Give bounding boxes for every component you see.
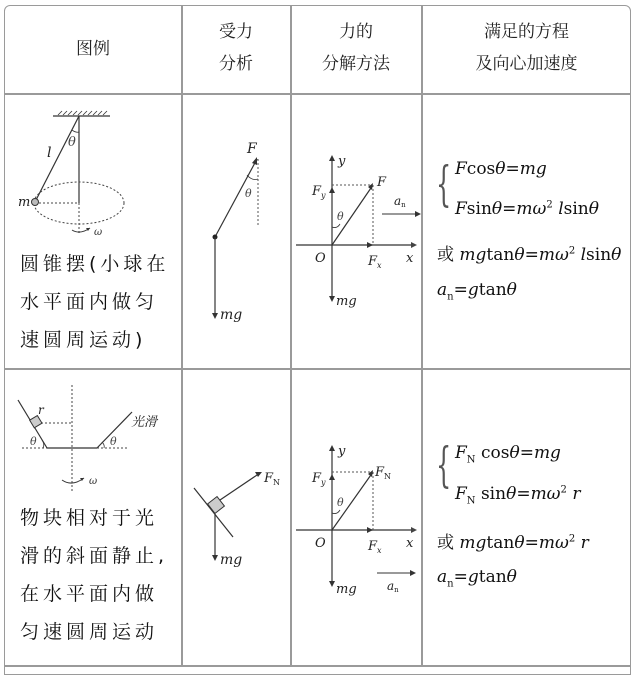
svg-text:Fy [311, 184, 326, 200]
header-force-analysis [182, 16, 290, 80]
row2-eq4: $a_n=gtan\theta$ [437, 567, 517, 590]
row1-eq3: 或 $mgtan\theta=m\omega^2$ lsinθ [437, 245, 622, 265]
description-line: 匀速圆周运动 [20, 621, 159, 643]
description-line: 在水平面内做 [20, 583, 159, 605]
row2-description [20, 499, 168, 651]
x-axis-label: x [406, 251, 414, 266]
header-line: 受力 [219, 22, 253, 42]
row1-eq2: $Fsin\theta=m\omega^2$ lsinθ [455, 199, 599, 219]
weight-label: mg [220, 307, 243, 323]
column-divider [421, 5, 423, 667]
radius-label: r [38, 403, 44, 417]
force-subscript: N [384, 472, 392, 481]
row1-description [20, 245, 169, 359]
conical-pendulum-diagram [0, 95, 180, 245]
svg-text:FN [263, 471, 280, 487]
y-axis-label: y [338, 154, 346, 169]
header-line: 满足的方程 [484, 22, 569, 42]
svg-text:an [394, 194, 406, 209]
length-label: l [47, 145, 52, 161]
row1-eq1: Fcosθ=mg [455, 159, 547, 179]
smooth-label: 光滑 [131, 415, 158, 430]
header-line: 及向心加速度 [475, 54, 578, 74]
header-diagram: 图例 [76, 39, 110, 59]
row2-decomposition-diagram [291, 420, 421, 620]
angle-label: θ [337, 210, 344, 223]
force-label: F [375, 465, 385, 480]
fx-label: F [368, 539, 378, 554]
fy-subscript: y [321, 191, 326, 200]
brace-icon: { [436, 156, 452, 212]
angle-label: θ [245, 187, 252, 200]
an-subscript: n [401, 201, 406, 209]
x-axis-label: x [406, 536, 414, 551]
normal-subscript: N [273, 478, 281, 487]
header-line: 分解方法 [322, 54, 390, 74]
fy-label: F [312, 184, 322, 199]
an-label: a [387, 579, 395, 593]
an-label: a [394, 194, 402, 208]
row2-force-analysis-diagram [182, 420, 290, 620]
fy-subscript: y [321, 478, 326, 487]
angle-label: θ [337, 496, 344, 509]
svg-text:an [387, 579, 399, 594]
fx-subscript: x [377, 546, 382, 555]
description-line: 水平面内做匀 [20, 291, 159, 313]
mass-label: m [18, 195, 31, 210]
svg-text:FN [374, 465, 391, 481]
angle-label: θ [110, 435, 117, 448]
description-line: 圆锥摆(小球在 [20, 253, 170, 275]
force-label: F [377, 175, 387, 190]
row1-eq4: $a_n=gtan\theta$ [437, 280, 517, 303]
row-divider [4, 665, 631, 667]
origin-label: O [315, 536, 326, 551]
fx-subscript: x [377, 261, 382, 270]
omega-label: ω [89, 476, 98, 487]
row2-eq1: $F_N$ cosθ=mg [455, 443, 561, 466]
svg-text:Fx [367, 254, 382, 270]
svg-text:Fy [311, 471, 326, 487]
header-equations [422, 16, 631, 80]
row1-force-analysis-diagram [182, 95, 290, 365]
omega-label: ω [94, 227, 103, 238]
angle-label: θ [68, 135, 76, 150]
weight-label: mg [220, 552, 243, 568]
force-label: F [247, 141, 257, 157]
angle-label: θ [30, 435, 37, 448]
weight-label: mg [336, 582, 357, 597]
normal-force-label: F [264, 471, 274, 486]
fy-label: F [312, 471, 322, 486]
incline-diagram [0, 370, 180, 500]
origin-label: O [315, 251, 326, 266]
description-line: 滑的斜面静止, [20, 545, 169, 567]
brace-icon: { [436, 437, 452, 493]
weight-label: mg [336, 294, 357, 309]
svg-text:Fx [367, 539, 382, 555]
header-line: 分析 [219, 54, 253, 74]
header-line: 力的 [339, 22, 373, 42]
header-decomposition [291, 16, 421, 80]
block-icon [30, 416, 42, 428]
ball-icon [32, 199, 39, 206]
row1-decomposition-diagram [291, 95, 421, 365]
row2-eq3: 或 $mgtan\theta=m\omega^2$ r [437, 533, 589, 553]
an-subscript: n [394, 586, 399, 594]
fx-label: F [368, 254, 378, 269]
description-line: 物块相对于光 [20, 507, 159, 529]
row2-eq2: $F_N$ $\sin\theta=m\omega^2$ r [455, 484, 581, 507]
description-line: 速圆周运动) [20, 329, 147, 351]
y-axis-label: y [338, 444, 346, 459]
